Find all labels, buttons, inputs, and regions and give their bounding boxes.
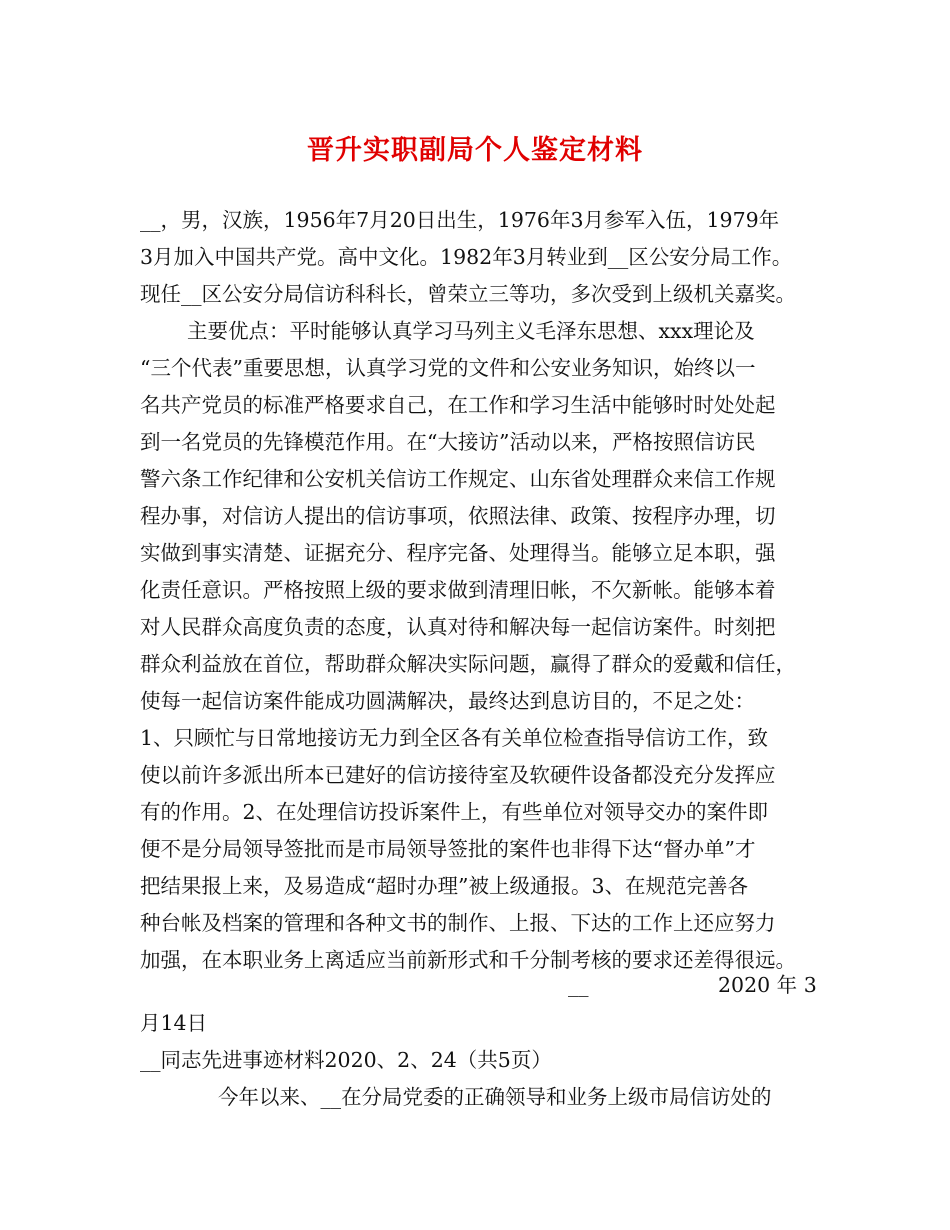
- body-line: 3月加入中国共产党。高中文化。1982年3月转业到__区公安分局工作。: [140, 245, 793, 269]
- body-line: 加强，在本职业务上离适应当前新形式和千分制考核的要求还差得很远。: [140, 948, 796, 972]
- body-line: 现任__区公安分局信访科科长，曾荣立三等功，多次受到上级机关嘉奖。: [140, 282, 796, 306]
- body-line: 到一名党员的先锋模范作用。在“大接访”活动以来，严格按照信访民: [140, 430, 756, 454]
- body-line: 主要优点：平时能够认真学习马列主义毛泽东思想、xxx理论及: [187, 319, 755, 343]
- body-line: 实做到事实清楚、证据充分、程序完备、处理得当。能够立足本职，强: [140, 541, 776, 565]
- body-line: 便不是分局领导签批而是市局领导签批的案件也非得下达“督办单”才: [140, 837, 756, 861]
- next-section-title: __同志先进事迹材料2020、2、24（共5页）: [140, 1048, 552, 1072]
- body-line: 把结果报上来，及易造成“超时办理”被上级通报。3、在规范完善各: [140, 874, 749, 898]
- body-line: 使每一起信访案件能成功圆满解决，最终达到息访目的，不足之处：: [140, 689, 755, 713]
- body-line: 群众利益放在首位，帮助群众解决实际问题，赢得了群众的爱戴和信任，: [140, 652, 796, 676]
- signature-blank: __: [568, 973, 589, 997]
- date-day: 月14日: [140, 1011, 208, 1035]
- document-title: 晋升实职副局个人鉴定材料: [307, 135, 643, 166]
- body-line: “三个代表”重要思想，认真学习党的文件和公安业务知识，始终以一: [140, 356, 756, 380]
- body-line: 1、只顾忙与日常地接访无力到全区各有关单位检查指导信访工作，致: [140, 726, 769, 750]
- body-line: 有的作用。2、在处理信访投诉案件上，有些单位对领导交办的案件即: [140, 800, 769, 824]
- body-line: 程办事，对信访人提出的信访事项，依照法律、政策、按程序办理，切: [140, 504, 776, 528]
- next-section-paragraph: 今年以来、__在分局党委的正确领导和业务上级市局信访处的: [218, 1085, 772, 1109]
- body-line: 使以前许多派出所本已建好的信访接待室及软硬件设备都没充分发挥应: [140, 763, 776, 787]
- body-line: 名共产党员的标准严格要求自己，在工作和学习生活中能够时时处处起: [140, 393, 776, 417]
- body-line: __，男，汉族，1956年7月20日出生，1976年3月参军入伍，1979年: [140, 208, 780, 232]
- body-line: 对人民群众高度负责的态度，认真对待和解决每一起信访案件。时刻把: [140, 615, 776, 639]
- body-line: 化责任意识。严格按照上级的要求做到清理旧帐，不欠新帐。能够本着: [140, 578, 776, 602]
- body-line: 警六条工作纪律和公安机关信访工作规定、山东省处理群众来信工作规: [140, 467, 776, 491]
- body-line: 种台帐及档案的管理和各种文书的制作、上报、下达的工作上还应努力: [140, 911, 776, 935]
- date-year-month: 2020 年 3: [718, 973, 817, 997]
